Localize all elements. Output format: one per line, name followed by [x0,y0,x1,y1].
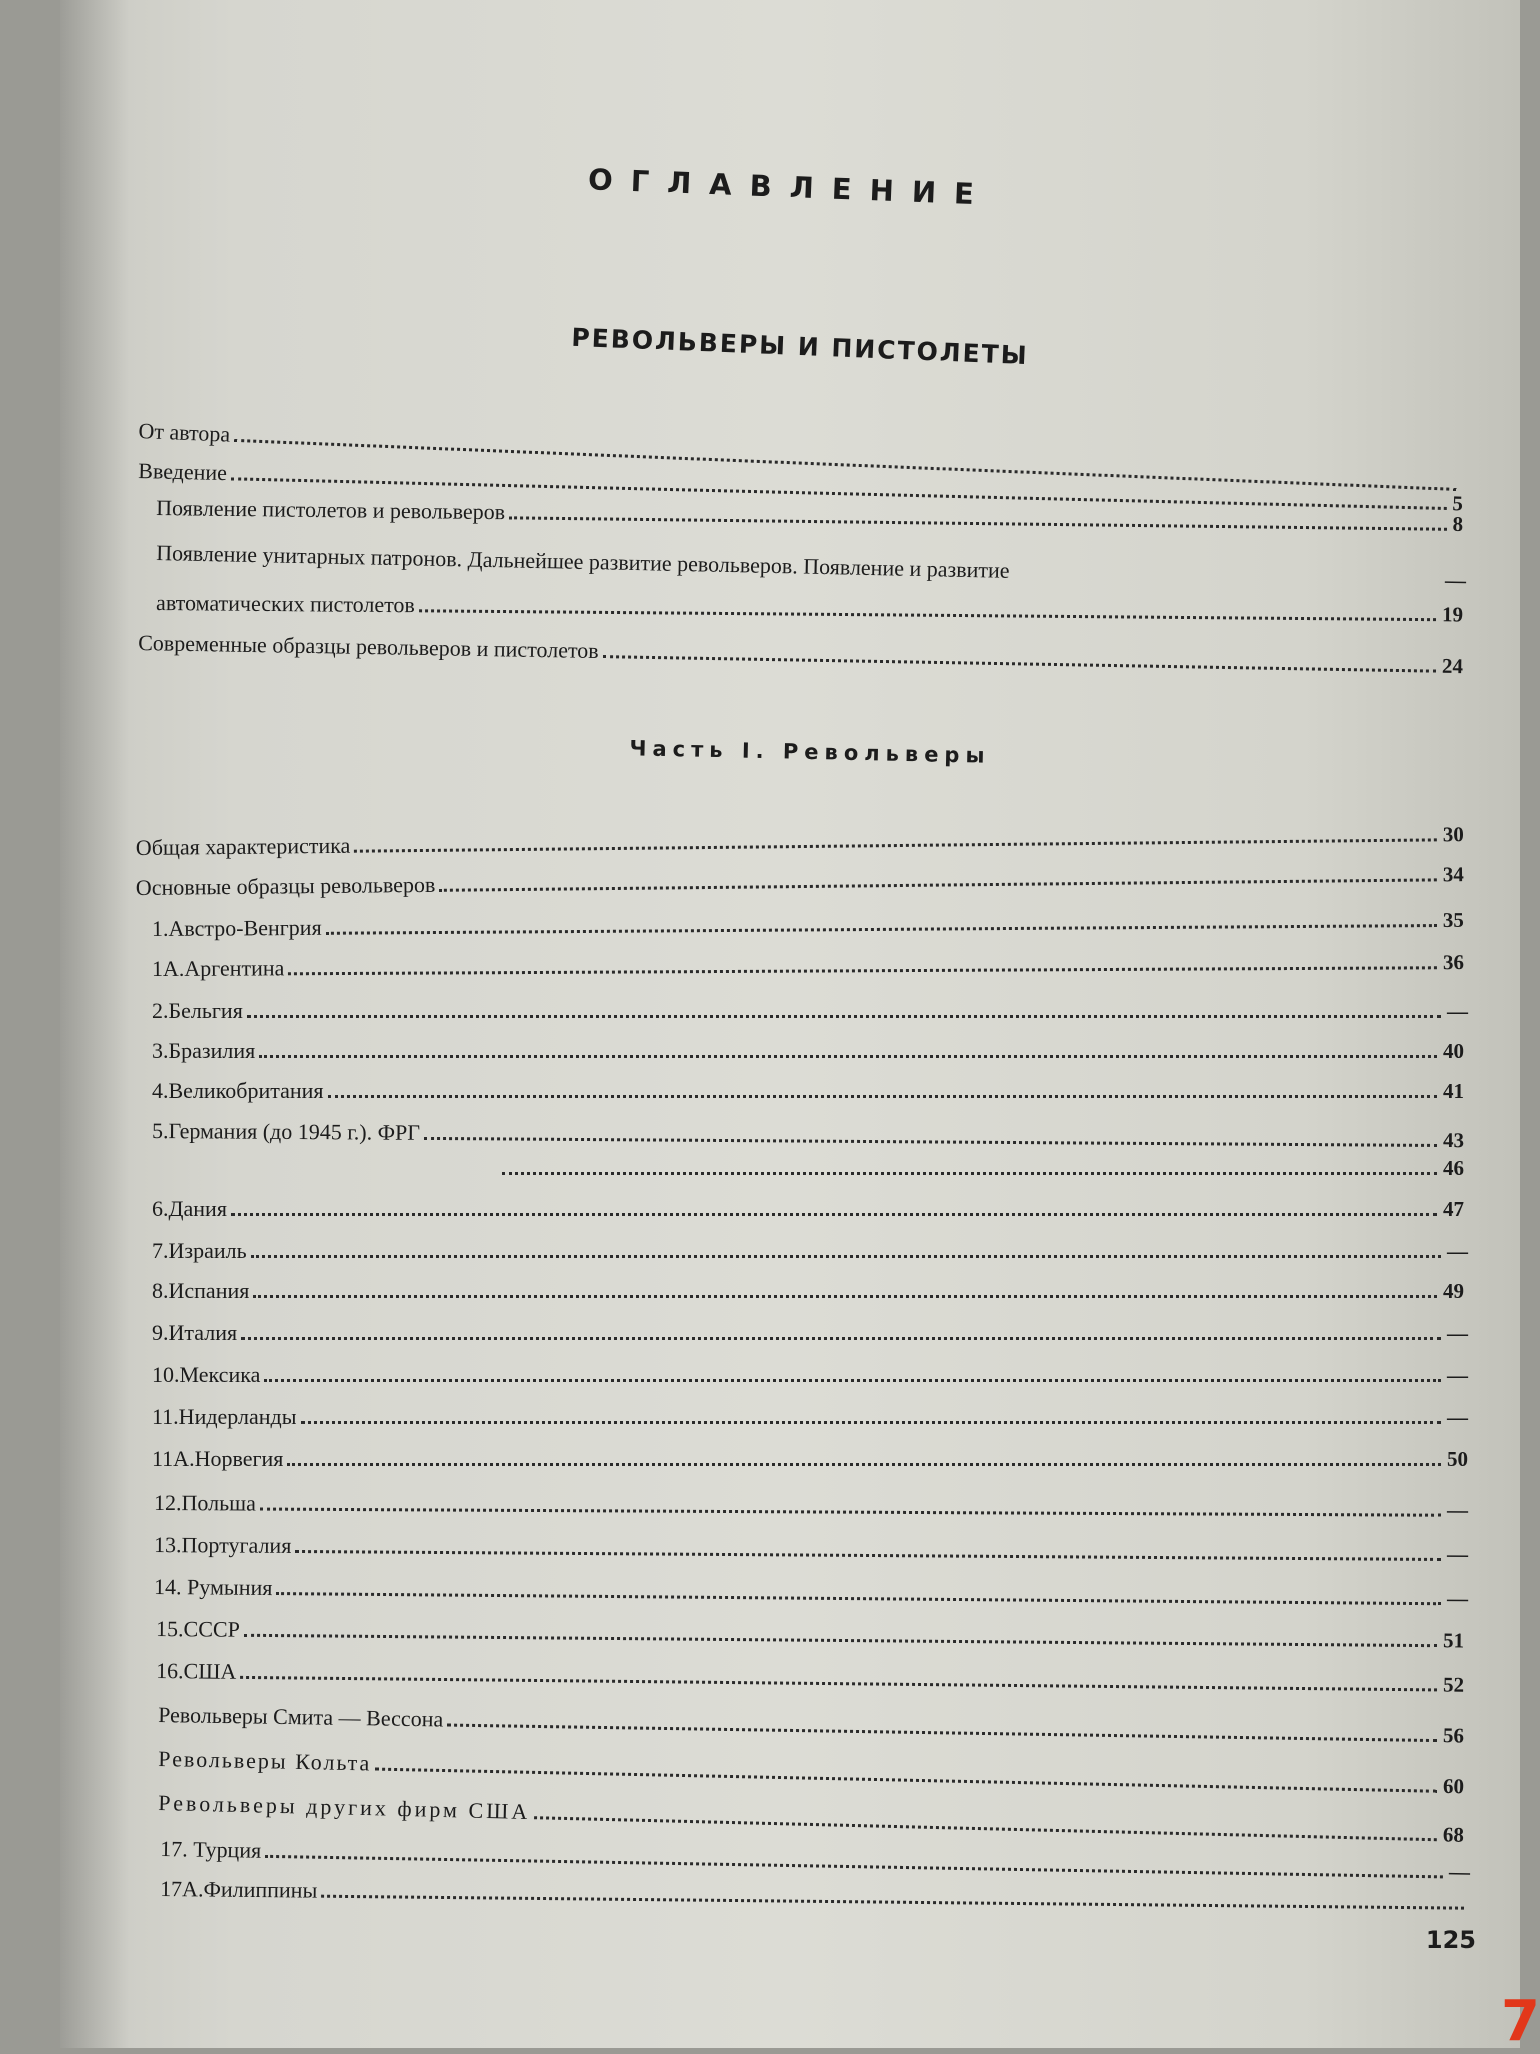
toc-entry [156,540,1466,593]
toc-entry [152,949,1464,982]
toc-entry-label: 6.Дания [152,1196,227,1221]
dot-leader [326,924,1437,935]
toc-entry-label: Револьверы Кольта [158,1746,372,1776]
spine-shadow [60,0,130,2048]
toc-entry-label: От автора [138,418,231,447]
toc-entry [152,1078,1464,1104]
dot-leader [419,609,1436,621]
toc-entry-page: 30 [1442,822,1464,847]
toc-entry-page: 68 [1442,1822,1465,1847]
toc-entry-page: 50 [1447,1447,1468,1471]
toc-entry-label: 17. Турция [160,1836,262,1863]
toc-entry-page: 24 [1441,653,1464,679]
toc-entry [152,1038,1464,1064]
dot-leader [603,655,1436,673]
dot-leader [259,1055,1437,1058]
toc-entry-label: 8.Испания [152,1278,250,1303]
toc-entry-page: 49 [1443,1279,1464,1303]
toc-entry-page: 47 [1443,1197,1464,1221]
toc-entry-label: 13.Португалия [154,1532,292,1558]
toc-entry-page: — [1448,1859,1471,1884]
toc-entry [156,1616,1464,1653]
toc-entry-label: 17А.Филиппины [160,1876,318,1903]
dot-leader [328,1095,1437,1098]
toc-entry-page: — [1447,1321,1468,1345]
toc-entry-label: Введение [138,458,228,486]
toc-entry-page: 60 [1442,1773,1465,1799]
toc-entry-page: 35 [1442,907,1464,932]
corner-mark: 7 [1501,1989,1540,2054]
toc-entry-label: Револьверы других фирм США [158,1790,531,1825]
toc-entry-page: — [1447,1239,1468,1263]
book-page [60,0,1520,2048]
dot-leader [509,516,1447,530]
toc-entry-label: 3.Бразилия [152,1038,256,1063]
dot-leader [240,1676,1437,1692]
toc-entry [158,1702,1464,1749]
toc-entry [152,1362,1468,1388]
toc-entry-page: 8 [1452,511,1464,536]
toc-entry-page: 46 [1443,1156,1464,1180]
dot-leader [301,1421,1441,1424]
toc-entry-page: 41 [1443,1079,1464,1103]
toc-entry [156,1658,1464,1698]
toc-entry-page: 40 [1443,1039,1464,1063]
dot-leader [424,1137,1437,1147]
dot-leader [253,1295,1437,1298]
dot-leader [375,1768,1437,1793]
dot-leader [288,966,1437,975]
toc-entry-label: 7.Израиль [152,1238,247,1263]
dot-leader [247,1015,1441,1018]
toc-entry-page: 36 [1442,950,1464,975]
toc-entry-label: 9.Италия [152,1320,238,1345]
toc-entry-page: — [1447,1363,1468,1387]
toc-entry-label: 1.Австро-Венгрия [151,914,322,941]
toc-entry-page: 52 [1442,1672,1465,1697]
toc-entry-page: — [1444,568,1467,593]
dot-leader [231,1213,1437,1216]
dot-leader [260,1508,1441,1517]
toc-entry [152,907,1464,942]
dot-leader [534,1816,1437,1841]
toc-entry [152,1196,1464,1222]
toc-entry-label: 10.Мексика [152,1362,261,1387]
toc-entry [136,821,1464,861]
toc-entry [152,1278,1464,1304]
toc-entry [152,1238,1468,1264]
dot-leader [241,1337,1441,1340]
toc-entry-label: 12.Польша [154,1490,256,1516]
dot-leader [1013,578,1438,587]
toc-entry [138,630,1463,679]
toc-entry [160,1876,1470,1916]
dot-leader [295,1550,1441,1561]
toc-entry-label: 16.США [156,1658,237,1684]
toc-entry-label: 1А.Аргентина [151,955,285,981]
dot-leader [502,1172,1437,1175]
toc-heading: ОГЛАВЛЕНИЕ [587,162,993,212]
dot-leader [354,838,1437,852]
toc-entry-continuation [498,1155,1464,1181]
toc-entry-label: Появление пистолетов и револьверов [156,495,506,525]
toc-entry-label: Револьверы Смита — Вессона [158,1702,444,1732]
toc-entry-page: — [1446,1586,1469,1611]
toc-entry-label: 4.Великобритания [152,1078,324,1103]
toc-entry-page: 19 [1441,602,1464,627]
dot-leader [264,1379,1441,1382]
toc-entry-page: — [1446,1542,1469,1567]
toc-entry-label: Основные образцы револьверов [135,871,436,901]
toc-entry [154,1490,1468,1523]
toc-entry-label: 11А.Норвегия [152,1446,284,1471]
dot-leader [321,1895,1464,1910]
toc-entry-page: 34 [1442,862,1464,887]
page-number: 125 [1425,1926,1476,1954]
toc-entry [152,1446,1468,1472]
toc-entry-label: Общая характеристика [135,832,351,861]
toc-entry-page: 43 [1442,1128,1465,1153]
toc-entry-label: 11.Нидерланды [152,1404,297,1429]
toc-entry [152,998,1468,1024]
toc-entry-label: автоматических пистолетов [156,590,415,618]
toc-entry-label: 2.Бельгия [152,998,243,1023]
toc-entry-label: Появление унитарных патронов. Дальнейшее развитие револьверов. Появление и развитие [156,540,1010,583]
part-title: Часть I. Револьверы [629,736,991,768]
toc-entry-label: Современные образцы револьверов и пистолетов [138,630,599,664]
toc-entry [152,1118,1464,1153]
toc-entry [156,590,1463,627]
toc-entry-label: 14. Румыния [154,1574,273,1601]
toc-entry [152,1320,1468,1346]
toc-entry-page: — [1447,999,1468,1023]
toc-entry [158,1746,1464,1799]
dot-leader [287,1463,1441,1466]
section-title: РЕВОЛЬВЕРЫ И ПИСТОЛЕТЫ [570,322,1030,371]
dot-leader [447,1724,1437,1743]
toc-entry-page: — [1446,1497,1469,1522]
dot-leader [276,1592,1441,1605]
dot-leader [439,878,1436,891]
toc-entry [152,1404,1468,1430]
dot-leader [265,1855,1443,1879]
toc-entry-label: 5.Германия (до 1945 г.). ФРГ [152,1118,421,1145]
toc-entry [154,1532,1468,1567]
toc-entry [136,861,1464,901]
toc-entry [154,1574,1468,1611]
toc-entry-page: 5 [1452,491,1464,516]
toc-entry-page: — [1447,1405,1468,1429]
toc-entry-page: 56 [1442,1723,1465,1748]
dot-leader [244,1634,1437,1647]
dot-leader [251,1255,1441,1258]
toc-entry-label: 15.СССР [156,1616,240,1642]
toc-entry-page: 51 [1442,1628,1465,1653]
